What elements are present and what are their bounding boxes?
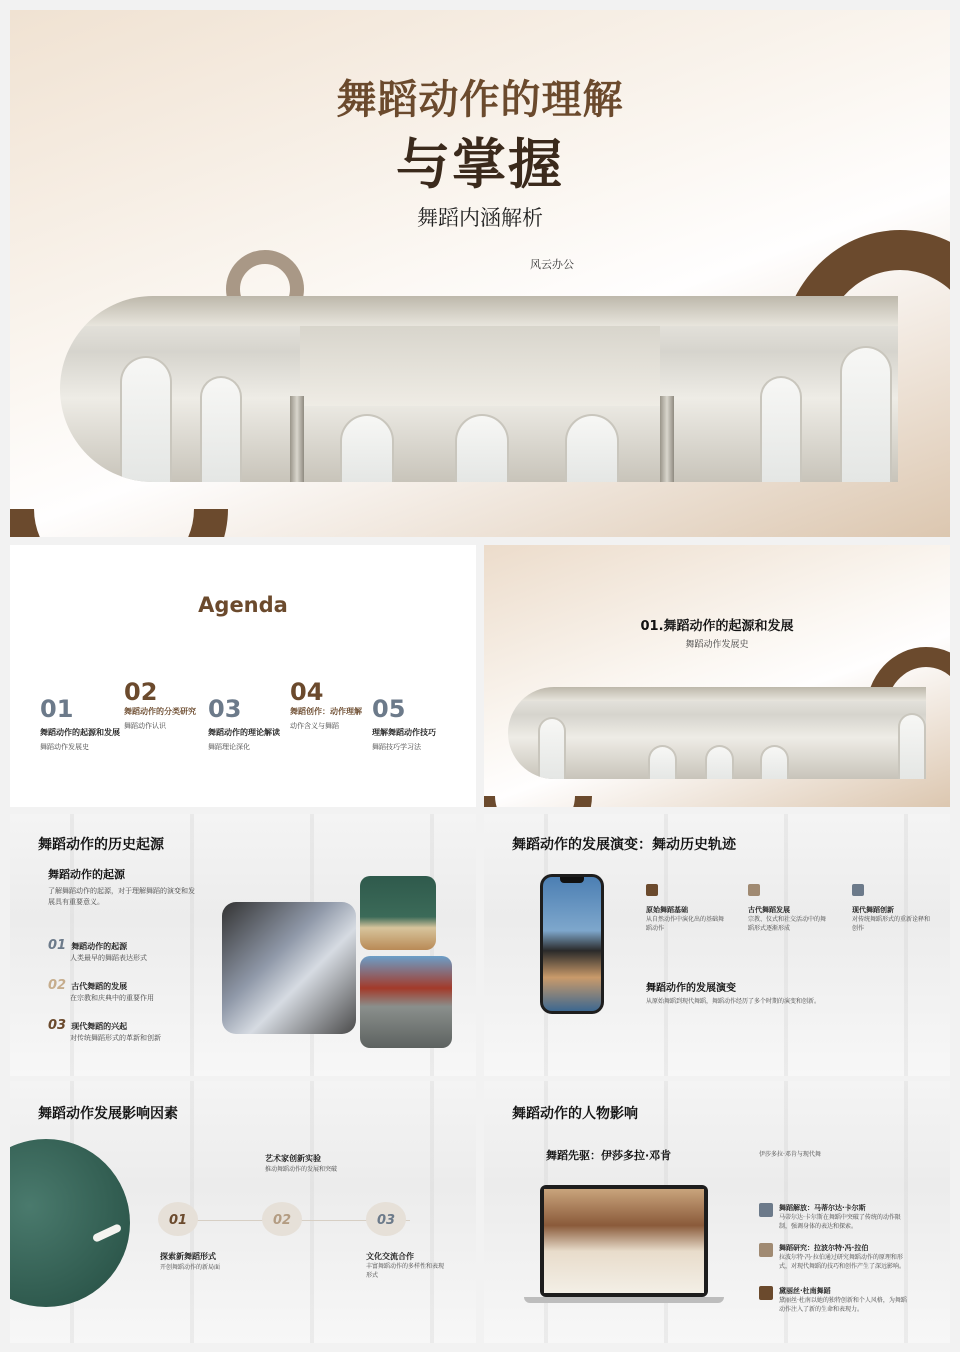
item-title: 原始舞蹈基础 bbox=[646, 906, 688, 914]
graduation-caps-photo bbox=[543, 877, 601, 1011]
item-desc: 马蒂尔达·卡尔斯在舞蹈中突破了传统的动作限制，强调身体的表达和探索。 bbox=[779, 1214, 901, 1230]
agenda-title: 舞蹈动作的起源和发展 bbox=[40, 728, 120, 737]
agenda-item-05[interactable] bbox=[372, 695, 472, 753]
item-num: 02 bbox=[48, 978, 67, 993]
item-desc: 丰富舞蹈动作的多样性和表现形式 bbox=[366, 1263, 445, 1279]
ballroom-photo bbox=[60, 296, 898, 482]
agenda-num: 02 bbox=[124, 678, 158, 706]
slide-title: 舞蹈动作的人物影响 bbox=[512, 1106, 638, 1122]
slide-note: 伊莎多拉·邓肯与现代舞 bbox=[759, 1151, 821, 1158]
agenda-item-04[interactable] bbox=[290, 678, 380, 732]
item-desc: 拉波尔特·冯·拉伯通过研究舞蹈动作的原理和形式，对现代舞蹈的技巧和创作产生了深远影响。 bbox=[779, 1254, 906, 1270]
factor-item-1 bbox=[265, 1153, 337, 1175]
chalk-stick bbox=[92, 1223, 123, 1243]
evolution-item-2 bbox=[748, 884, 828, 933]
origin-item-03 bbox=[48, 1014, 161, 1044]
agenda-num: 04 bbox=[290, 678, 324, 706]
agenda-item-02[interactable] bbox=[124, 678, 214, 732]
agenda-title: 理解舞蹈动作技巧 bbox=[372, 728, 436, 737]
building-icon bbox=[646, 884, 658, 896]
agenda-slide bbox=[10, 545, 476, 807]
person-item-1 bbox=[759, 1203, 909, 1231]
timeline-node-03: 03 bbox=[366, 1202, 406, 1236]
item-desc: 对传统舞蹈形式的重新诠释和创作 bbox=[852, 916, 931, 932]
evolution-slide bbox=[484, 814, 950, 1076]
agenda-desc: 动作含义与舞蹈 bbox=[290, 722, 339, 730]
item-desc: 黛丽丝·杜南以她的独特创新和个人风格，为舞蹈动作注入了新的生命和表现力。 bbox=[779, 1297, 907, 1313]
agenda-num: 05 bbox=[372, 695, 406, 723]
agenda-item-03[interactable] bbox=[208, 695, 298, 753]
item-desc: 推动舞蹈动作的发展和突破 bbox=[265, 1166, 338, 1173]
evolution-item-1 bbox=[646, 884, 726, 933]
slide-title: 舞蹈动作的历史起源 bbox=[38, 837, 164, 853]
agenda-title: 舞蹈动作的理论解读 bbox=[208, 728, 280, 737]
evolution-item-3 bbox=[852, 884, 932, 933]
item-num: 03 bbox=[48, 1018, 67, 1033]
student-writing-photo bbox=[222, 902, 356, 1034]
image-icon bbox=[759, 1203, 773, 1217]
section-title: 01.舞蹈动作的起源和发展 bbox=[640, 619, 794, 634]
agenda-desc: 舞蹈动作发展史 bbox=[40, 743, 89, 751]
item-num: 01 bbox=[48, 938, 67, 953]
item-desc: 宗教、仪式和社交活动中的舞蹈形式逐渐形成 bbox=[748, 916, 827, 932]
item-title: 舞蹈动作的起源 bbox=[71, 942, 128, 951]
cover-title-line1: 舞蹈动作的理解 bbox=[336, 77, 624, 123]
person-item-3 bbox=[759, 1286, 909, 1314]
evolution-sub-title: 舞蹈动作的发展演变 bbox=[646, 983, 736, 994]
section-slide-01 bbox=[484, 545, 950, 807]
item-title: 文化交流合作 bbox=[366, 1252, 414, 1261]
laptop-screen bbox=[540, 1185, 708, 1297]
agenda-num: 01 bbox=[40, 695, 74, 723]
factor-item-2 bbox=[160, 1251, 220, 1273]
item-title: 现代舞蹈的兴起 bbox=[71, 1022, 128, 1031]
cover-subtitle: 舞蹈内涵解析 bbox=[417, 206, 543, 230]
laptop-base bbox=[524, 1297, 724, 1303]
slide-subtitle: 舞蹈先驱：伊莎多拉·邓肯 bbox=[546, 1149, 672, 1162]
agenda-desc: 舞蹈技巧学习法 bbox=[372, 743, 421, 751]
image-icon bbox=[852, 884, 864, 896]
cover-author: 风云办公 bbox=[530, 258, 574, 271]
item-title: 现代舞蹈创新 bbox=[852, 906, 894, 914]
influence-factors-slide bbox=[10, 1081, 476, 1343]
phone-mockup bbox=[540, 874, 604, 1014]
factor-item-3 bbox=[366, 1251, 446, 1280]
item-title: 舞蹈解放：马蒂尔达·卡尔斯 bbox=[779, 1204, 866, 1212]
section-subtitle: 舞蹈动作发展史 bbox=[685, 640, 749, 650]
confucius-statue-photo bbox=[360, 956, 452, 1048]
building-icon bbox=[759, 1286, 773, 1300]
timeline-node-01: 01 bbox=[158, 1202, 198, 1236]
item-title: 艺术家创新实验 bbox=[265, 1154, 321, 1163]
cover-slide bbox=[10, 10, 950, 537]
laptop-mockup bbox=[524, 1185, 724, 1307]
slide-intro: 了解舞蹈动作的起源，对于理解舞蹈的演变和发展具有重要意义。 bbox=[48, 887, 195, 906]
slide-title: 舞蹈动作的发展演变：舞动历史轨迹 bbox=[512, 837, 736, 853]
ballroom-photo bbox=[508, 687, 926, 779]
people-influence-slide bbox=[484, 1081, 950, 1343]
agenda-desc: 舞蹈理论深化 bbox=[208, 743, 250, 751]
item-desc: 在宗教和庆典中的重要作用 bbox=[70, 994, 154, 1002]
timeline-node-02: 02 bbox=[262, 1202, 302, 1236]
cover-title-line2: 与掌握 bbox=[396, 133, 564, 196]
item-desc: 人类最早的舞蹈表达形式 bbox=[70, 954, 147, 962]
slide-subtitle: 舞蹈动作的起源 bbox=[48, 868, 125, 881]
item-title: 探索新舞蹈形式 bbox=[160, 1252, 216, 1261]
person-item-2 bbox=[759, 1243, 909, 1271]
agenda-title: 舞蹈动作的分类研究 bbox=[124, 707, 196, 716]
image-icon bbox=[759, 1243, 773, 1257]
history-origin-slide bbox=[10, 814, 476, 1076]
item-title: 舞蹈研究：拉波尔特·冯·拉伯 bbox=[779, 1244, 869, 1252]
agenda-heading: Agenda bbox=[198, 593, 288, 617]
chalkboard-photo bbox=[10, 1139, 130, 1307]
item-title: 黛丽丝·杜南舞蹈 bbox=[779, 1287, 831, 1295]
item-title: 古代舞蹈发展 bbox=[748, 906, 790, 914]
origin-item-02 bbox=[48, 974, 154, 1004]
agenda-title: 舞蹈创作：动作理解 bbox=[290, 707, 362, 716]
item-title: 古代舞蹈的发展 bbox=[71, 982, 128, 991]
evolution-sub-desc: 从原始舞蹈到现代舞蹈，舞蹈动作经历了多个时期的演变和创新。 bbox=[646, 998, 821, 1005]
phone-notch bbox=[560, 877, 584, 883]
library-photo bbox=[544, 1189, 704, 1293]
item-desc: 对传统舞蹈形式的革新和创新 bbox=[70, 1034, 161, 1042]
agenda-desc: 舞蹈动作认识 bbox=[124, 722, 166, 730]
agenda-num: 03 bbox=[208, 695, 242, 723]
item-desc: 开创舞蹈动作的新局面 bbox=[160, 1264, 221, 1271]
circle-icon bbox=[748, 884, 760, 896]
slide-title: 舞蹈动作发展影响因素 bbox=[38, 1106, 178, 1122]
agenda-item-01[interactable] bbox=[40, 695, 130, 753]
item-desc: 从自然动作中演化出的基础舞蹈动作 bbox=[646, 916, 725, 932]
classroom-books-photo bbox=[360, 876, 436, 950]
origin-item-01 bbox=[48, 934, 147, 964]
